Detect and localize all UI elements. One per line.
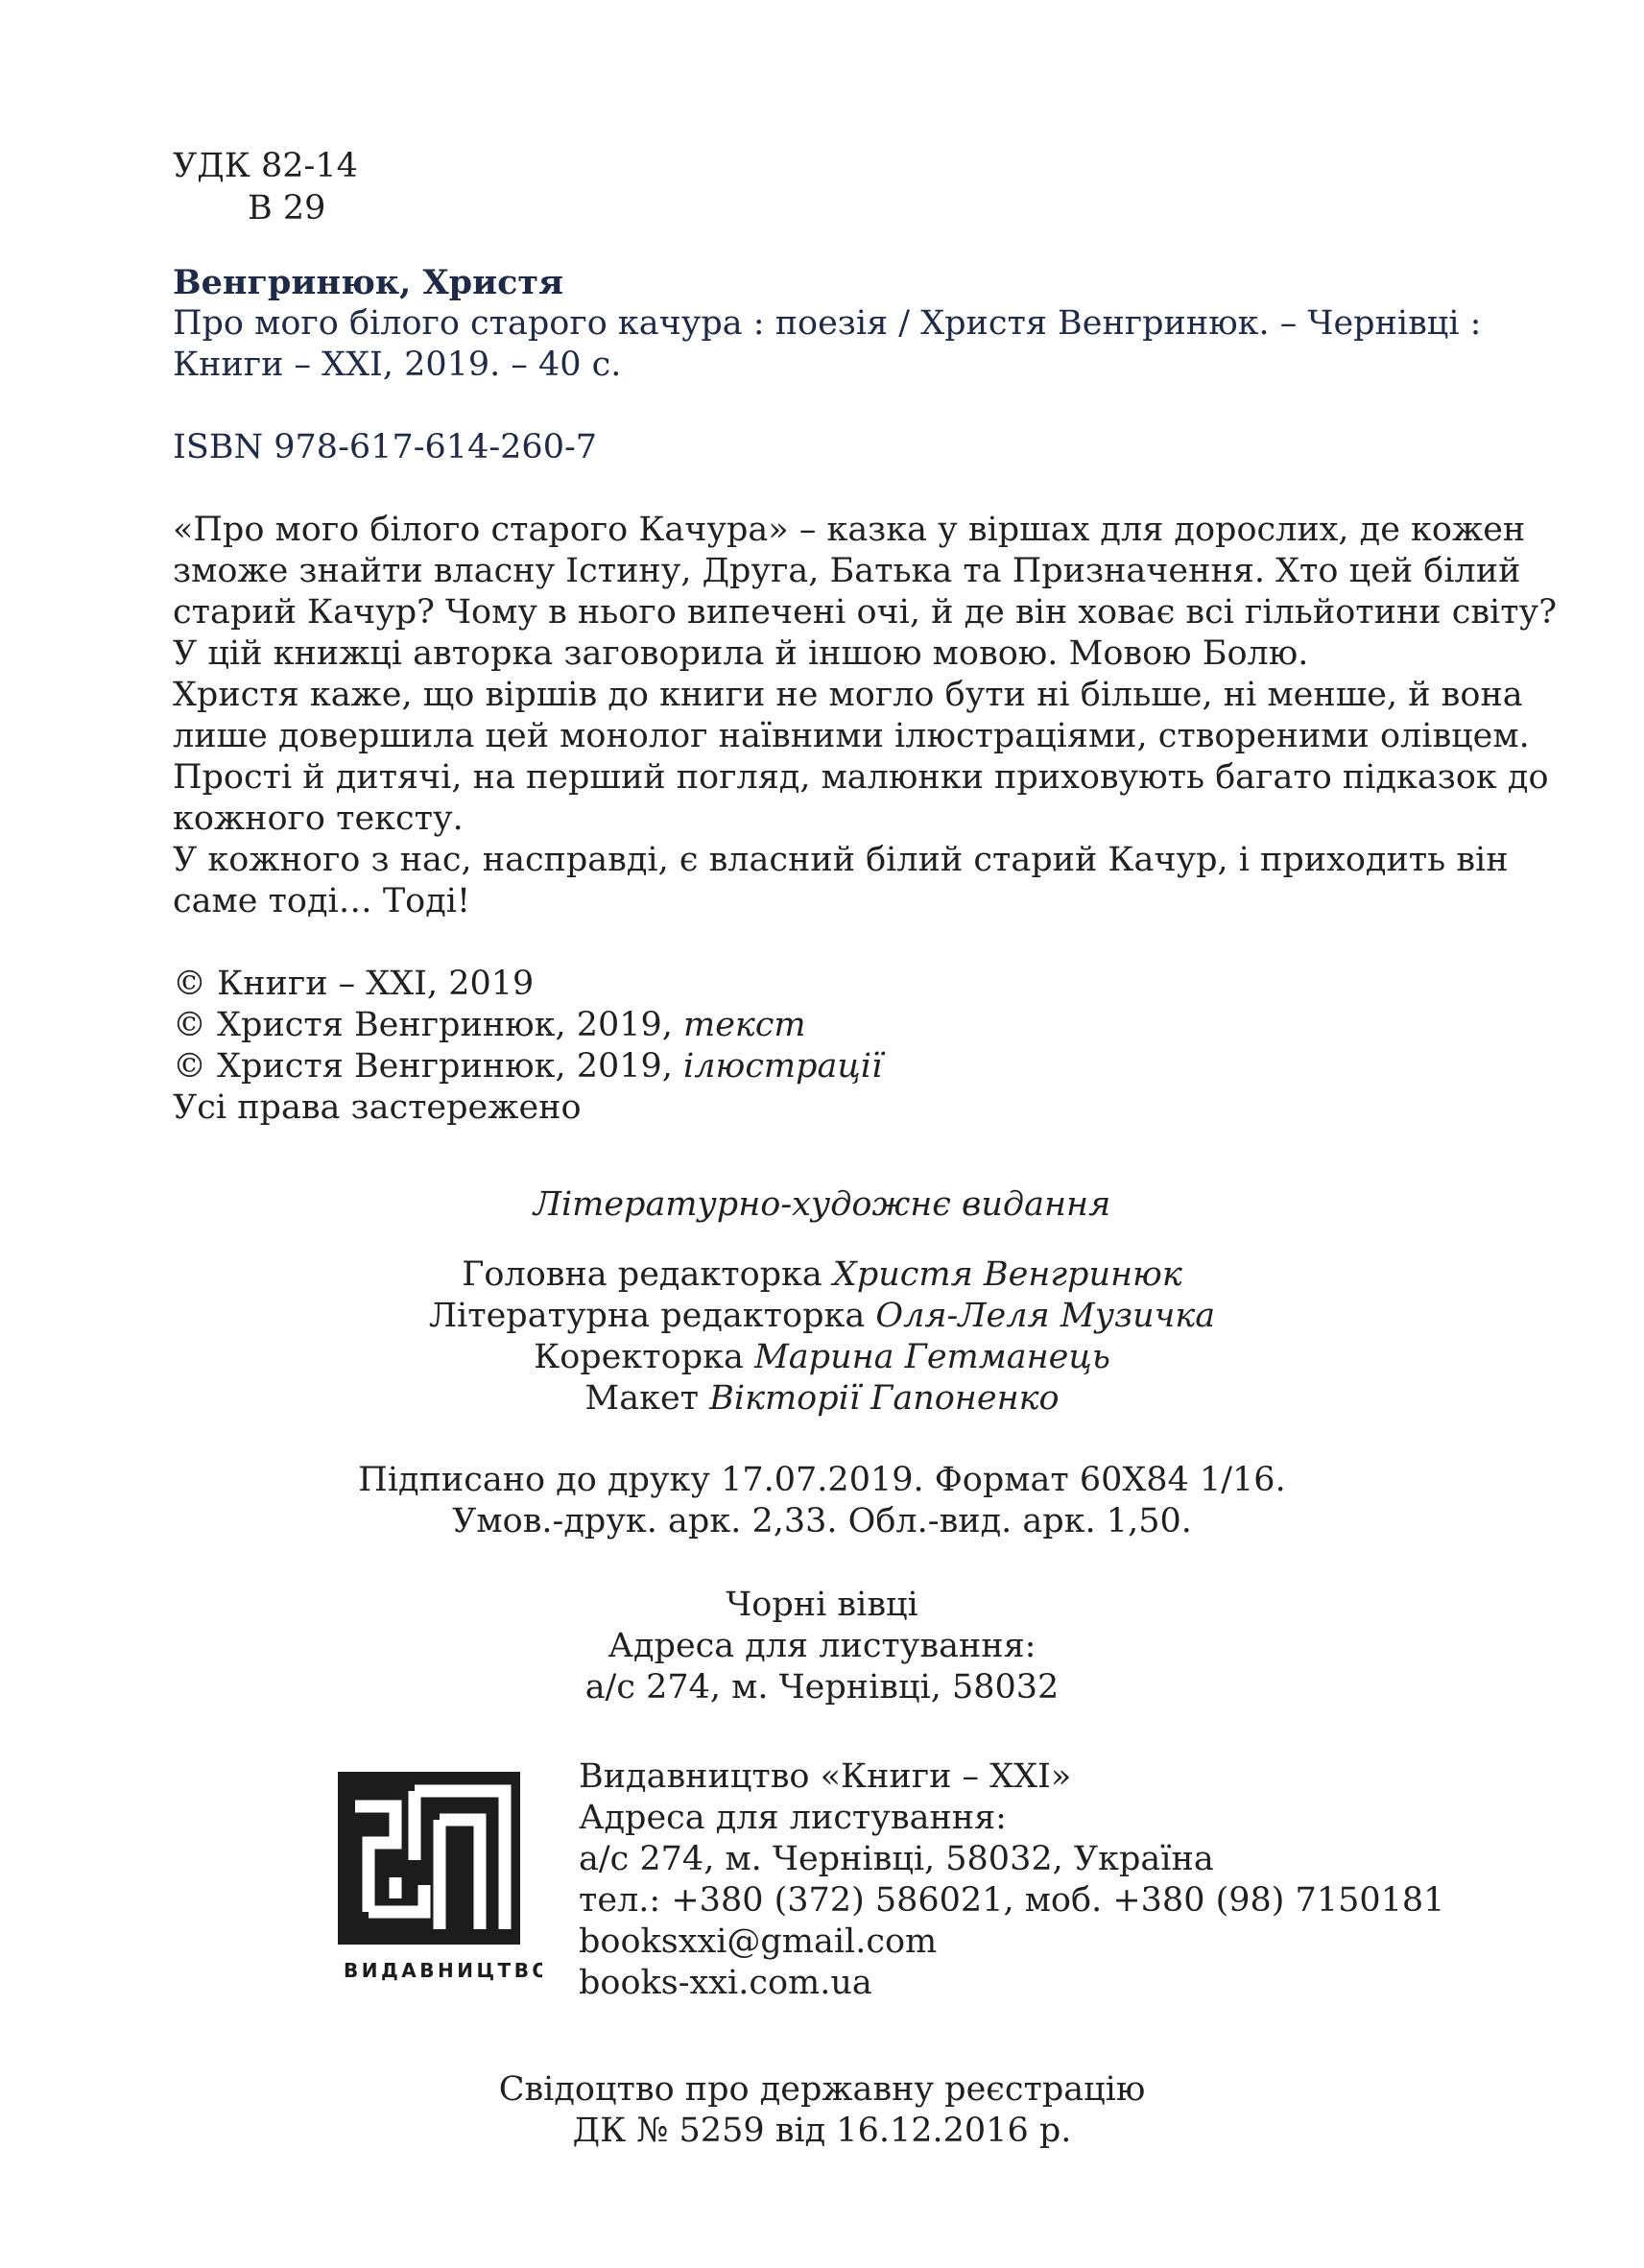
copyright-text-role: текст xyxy=(683,1006,806,1044)
bibliographic-record xyxy=(173,262,1482,386)
print-data xyxy=(0,1460,1644,1542)
annotation-line: кожного тексту. xyxy=(173,800,464,838)
printer-name: Чорні вівці xyxy=(726,1586,918,1624)
publisher-website[interactable]: books-xxi.com.ua xyxy=(579,1964,872,2002)
copyright-block xyxy=(173,964,1468,1129)
printer-info xyxy=(0,1585,1644,1708)
logo-caption: ВИДАВНИЦТВО xyxy=(344,1959,542,1982)
annotation-line: старий Качур? Чому в нього випечені очі, й де він ховає всі гільйотини світу? xyxy=(173,593,1557,632)
bib-description-line-2: Книги – ХХІ, 2019. – 40 с. xyxy=(173,346,622,384)
credit-name: Вікторії Гапоненко xyxy=(709,1379,1060,1418)
annotation-line: лише довершила цей монолог наївними ілюстраціями, створеними олівцем. xyxy=(173,717,1530,755)
printer-address-label: Адреса для листування: xyxy=(608,1627,1036,1665)
registration-number: ДК № 5259 від 16.12.2016 р. xyxy=(572,2112,1072,2150)
publisher-name: Видавництво «Книги – ХХІ» xyxy=(579,1757,1072,1796)
publisher-info xyxy=(579,1756,1444,2004)
author-heading: Венгринюк, Христя xyxy=(173,263,563,302)
annotation-line: зможе знайти власну Істину, Друга, Батька та Призначення. Хто цей білий xyxy=(173,552,1521,590)
copyright-illustrations-role: ілюстрації xyxy=(683,1047,883,1086)
annotation-line: саме тоді… Тоді! xyxy=(173,882,471,920)
isbn: ISBN 978-617-614-260-7 xyxy=(173,428,598,466)
annotation-line: Христя каже, що віршів до книги не могло бути ні більше, ні менше, й вона xyxy=(173,676,1523,714)
bib-description-line-1: Про мого білого старого качура : поезія / Христя Венгринюк. – Чернівці : xyxy=(173,304,1482,343)
copyright-illustrations xyxy=(173,1046,1468,1087)
printer-address: а/с 274, м. Чернівці, 58032 xyxy=(584,1668,1060,1707)
print-signed-format: Підписано до друку 17.07.2019. Формат 60Х84 1/16. xyxy=(358,1461,1286,1499)
registration-title: Свідоцтво про державну реєстрацію xyxy=(498,2070,1146,2109)
credit-role: Макет xyxy=(584,1379,710,1418)
copyright-text-holder: © Христя Венгринюк, 2019, xyxy=(173,1006,684,1044)
copyright-publisher: © Книги – ХХІ, 2019 xyxy=(173,965,535,1003)
annotation xyxy=(173,510,1557,922)
copyright-text xyxy=(173,1005,1468,1046)
udk-code: УДК 82-14 xyxy=(173,147,358,185)
annotation-line: Прості й дитячі, на перший погляд, малюнки приховують багато підказок до xyxy=(173,758,1549,797)
rights-reserved: Усі права застережено xyxy=(173,1088,582,1127)
annotation-line: У кожного з нас, насправді, є власний білий старий Качур, і приходить він xyxy=(173,841,1509,879)
credit-role: Головна редакторка xyxy=(462,1255,833,1294)
publisher-address-label: Адреса для листування: xyxy=(579,1799,1007,1837)
publisher-phones: тел.: +380 (372) 586021, моб. +380 (98) 7150181 xyxy=(579,1881,1445,1920)
credit-name: Христя Венгринюк xyxy=(832,1255,1182,1294)
print-sheets: Умов.-друк. арк. 2,33. Обл.-вид. арк. 1,50. xyxy=(452,1502,1192,1540)
copyright-illustrations-holder: © Христя Венгринюк, 2019, xyxy=(173,1047,684,1086)
credit-proofreader xyxy=(0,1337,1644,1378)
credit-role: Літературна редакторка xyxy=(428,1297,876,1335)
credit-name: Оля-Леля Музичка xyxy=(875,1297,1216,1335)
logo-21-icon xyxy=(336,1764,542,1985)
credit-layout xyxy=(0,1378,1644,1420)
publisher-address: а/с 274, м. Чернівці, 58032, Україна xyxy=(579,1840,1214,1878)
annotation-line: «Про мого білого старого Качура» – казка у віршах для дорослих, де кожен xyxy=(173,511,1526,549)
bbk-code: В 29 xyxy=(248,189,326,227)
publisher-email[interactable]: booksxxi@gmail.com xyxy=(579,1922,938,1961)
credit-name: Марина Гетманець xyxy=(753,1338,1110,1376)
edition-type: Літературно-художнє видання xyxy=(533,1185,1111,1224)
annotation-line: У цій книжці авторка заговорила й іншою мовою. Мовою Болю. xyxy=(173,634,1309,673)
credit-role: Коректорка xyxy=(534,1338,754,1376)
credit-chief-editor xyxy=(0,1254,1644,1296)
credit-literary-editor xyxy=(0,1296,1644,1337)
credits xyxy=(0,1254,1644,1420)
publisher-logo xyxy=(336,1764,542,1985)
state-registration xyxy=(0,2069,1644,2152)
